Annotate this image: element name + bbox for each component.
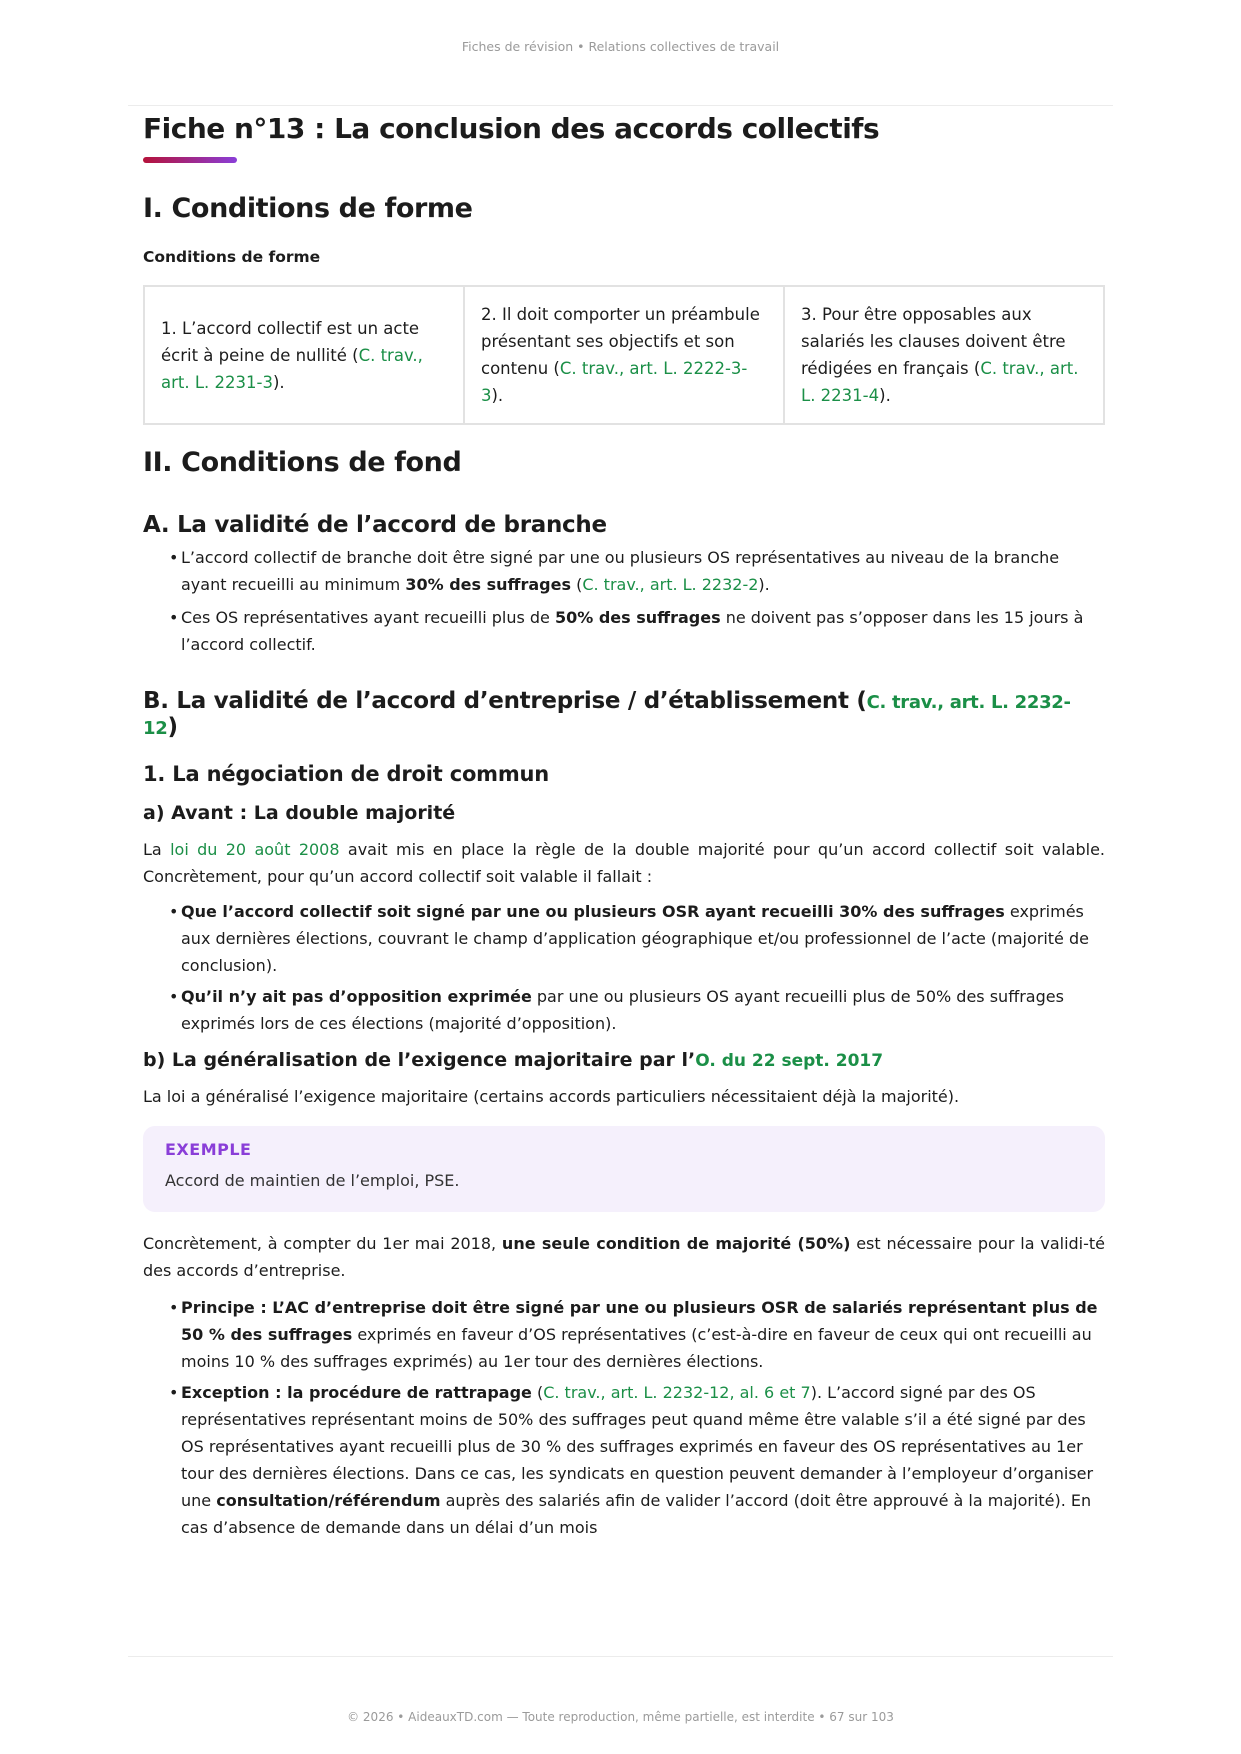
list-item (181, 1294, 1105, 1375)
part-a-conditions-list (143, 898, 1105, 1037)
paragraph (143, 836, 1105, 890)
legal-reference-link[interactable]: C. trav., art. L. 2232-2 (582, 575, 759, 594)
example-text: Accord de maintien de l’emploi, PSE. (165, 1171, 460, 1190)
title-text: ) (167, 714, 178, 740)
item-bold: Que l’accord collectif soit signé par une ou plusieurs OSR ayant recueilli 30% des suffrages (181, 902, 1005, 921)
para-text: Concrètement, à compter du 1er mai 2018, (143, 1234, 502, 1253)
title-accent-bar (143, 157, 237, 163)
item-text: ne doivent pas s’opposer dans les 15 jours à l’accord collectif. (181, 608, 1084, 654)
list-item (181, 604, 1105, 658)
paragraph (143, 1230, 1105, 1284)
item-text: ( (571, 575, 583, 594)
legal-reference-link[interactable]: C. trav., art. L. 2222-3-3 (481, 359, 748, 405)
para-text: est nécessaire pour la validi-té des accords d’entreprise. (143, 1234, 1106, 1280)
page-footer: © 2026 • AideauxTD.com — Toute reproduction, même partielle, est interdite • 67 sur 103 (347, 1710, 894, 1724)
subsection-b-title (143, 1049, 1105, 1071)
fiche-title: Fiche n°13 : La conclusion des accords collectifs (143, 112, 880, 145)
part-a-title: A. La validité de l’accord de branche (143, 512, 607, 538)
cell-text: 3. Pour être opposables aux salariés les clauses doivent être rédigées en français ( (801, 305, 1066, 378)
legal-reference-link[interactable]: C. trav., art. L. 2232-12, al. 6 et 7 (543, 1383, 811, 1402)
table-cell (144, 286, 464, 424)
part-b-title (143, 688, 1105, 740)
item-text: L’accord collectif de branche doit être signé par une ou plusieurs OS représentatives au niveau de la branche ayant recueilli au minimum (181, 548, 1060, 594)
cell-end: ). (491, 386, 504, 405)
item-bold: consultation/référendum (216, 1491, 441, 1510)
part-a-list (143, 544, 1105, 658)
item-text: auprès des salariés afin de valider l’accord (doit être approuvé à la majorité). En cas d’absence de demande dans un délai d’un mois (181, 1491, 1092, 1537)
cell-end: ). (879, 386, 891, 405)
table-cell (464, 286, 784, 424)
running-header: Fiches de révision • Relations collectives de travail (461, 39, 780, 54)
section-2-title: II. Conditions de fond (143, 447, 462, 478)
list-item (181, 544, 1105, 598)
cell-text: 2. Il doit comporter un préambule présentant ses objectifs et son contenu ( (481, 305, 760, 378)
example-label: EXEMPLE (165, 1140, 252, 1159)
paragraph: La loi a généralisé l’exigence majoritaire (certains accords particuliers nécessitaient déjà la majorité). (143, 1087, 960, 1106)
item-text: ). (758, 575, 770, 594)
item-bold: Principe : L’AC d’entreprise doit être signé par une ou plusieurs OSR de salariés représentant plus de 50 % des suffrages (181, 1298, 1098, 1344)
cell-end: ). (272, 372, 285, 392)
item-text: ( (531, 1383, 544, 1402)
section-1-title: I. Conditions de forme (143, 193, 473, 224)
item-text: ). L’accord signé par des OS représentatives représentant moins de 50% des suffrages peut quand même être valable s’il a été signé par des OS représentatives ayant recueilli plus de 30 % des suffrages exprimés en faveur des OS représentatives au 1er tour des dernières élections. Dans ce cas, les syndicats en question peuvent demander à l’employeur d’organiser une (181, 1383, 1094, 1510)
subsection-1-title: 1. La négociation de droit commun (143, 762, 550, 786)
legal-reference-link[interactable]: O. du 22 sept. 2017 (695, 1051, 884, 1071)
para-bold: une seule condition de majorité (50%) (501, 1234, 851, 1253)
legal-reference-link[interactable]: C. trav., art. L. 2231-4 (801, 359, 1079, 405)
list-item (181, 983, 1105, 1037)
para-text: La (143, 840, 171, 859)
majority-rules-list (143, 1294, 1105, 1541)
item-text: Ces OS représentatives ayant recueilli plus de (181, 608, 555, 627)
legal-reference-link[interactable]: C. trav., art. L. 2231-3 (161, 345, 423, 392)
title-text: B. La validité de l’accord d’entreprise / d’établissement ( (143, 688, 867, 714)
item-text: par une ou plusieurs OS ayant recueilli plus de 50% des suffrages exprimés lors de ces élections (majorité d’opposition). (181, 987, 1064, 1033)
title-text: b) La généralisation de l’exigence majoritaire par l’ (143, 1049, 696, 1071)
table-cell (784, 286, 1104, 424)
page-content (143, 108, 1105, 1541)
table-label: Conditions de forme (143, 248, 321, 266)
subsection-a-title: a) Avant : La double majorité (143, 802, 456, 824)
header-divider (128, 105, 1113, 106)
list-item (181, 898, 1105, 979)
list-item (181, 1379, 1105, 1541)
example-callout (143, 1126, 1105, 1212)
item-bold: Exception : la procédure de rattrapage (181, 1383, 532, 1402)
item-text: exprimés en faveur d’OS représentatives (c’est-à-dire en faveur de ceux qui ont recueilli au moins 10 % des suffrages exprimés) au 1er tour des dernières élections. (181, 1325, 1092, 1371)
item-bold: 50% des suffrages (554, 608, 721, 627)
para-text: avait mis en place la règle de la double majorité pour qu’un accord collectif soit valable. Concrètement, pour qu’un accord collectif soit valable il fallait : (143, 840, 1106, 886)
item-bold: Qu’il n’y ait pas d’opposition exprimée (181, 987, 532, 1006)
cell-text: 1. L’accord collectif est un acte écrit à peine de nullité ( (161, 318, 420, 365)
legal-reference-link[interactable]: loi du 20 août 2008 (170, 840, 340, 859)
footer-divider (128, 1656, 1113, 1657)
conditions-forme-table (143, 285, 1105, 425)
item-bold: 30% des suffrages (405, 575, 571, 594)
item-text: exprimés aux dernières élections, couvrant le champ d’application géographique et/ou professionnel de l’acte (majorité de conclusion). (181, 902, 1089, 975)
legal-reference-link[interactable]: C. trav., art. L. 2232-12 (143, 692, 1071, 739)
